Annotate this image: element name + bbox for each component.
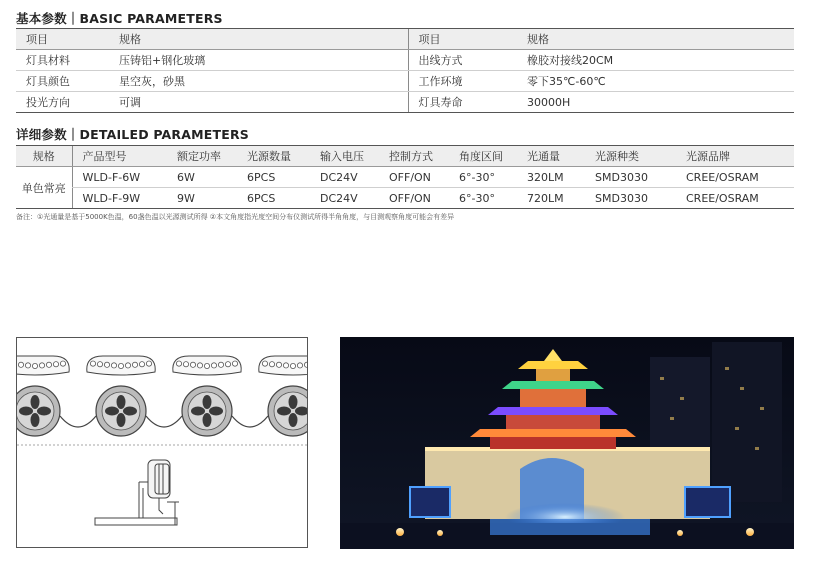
header-cell: 产品型号 (72, 146, 167, 167)
table-cell: 6W (167, 167, 237, 188)
table-header-row (16, 29, 794, 50)
footnote: 备注：①光通量是基于5000K色温，60盏色温以光源测试所得 ②本文角度指光度空间分布仪测试所得半角角度，与目测观察角度可能会有差异 (16, 213, 455, 221)
table-cell: DC24V (310, 167, 379, 188)
illuminated-tower-photo (340, 337, 794, 549)
header-cell: 规格 (109, 29, 408, 50)
header-cell: 项目 (16, 29, 109, 50)
table-cell: SMD3030 (585, 167, 676, 188)
header-cell: 光通量 (517, 146, 585, 167)
header-cell: 项目 (408, 29, 517, 50)
detailed-parameters-title: 详细参数｜DETAILED PARAMETERS (16, 127, 249, 142)
table-row (16, 188, 794, 209)
header-cell: 规格 (16, 146, 72, 167)
table-cell: 工作环境 (408, 71, 517, 92)
header-cell: 角度区间 (449, 146, 517, 167)
lamp-unit (173, 356, 268, 436)
table-cell: 可调 (109, 92, 408, 113)
header-cell: 光源品牌 (676, 146, 794, 167)
table-cell: WLD-F-9W (72, 188, 167, 209)
lamp-unit (259, 356, 308, 436)
table-cell: 星空灰，砂黑 (109, 71, 408, 92)
table-cell: 压铸铝+钢化玻璃 (109, 50, 408, 71)
basic-parameters-table (16, 28, 794, 113)
table-row (16, 167, 794, 188)
product-technical-drawing (16, 337, 308, 548)
table-cell: 6PCS (237, 167, 310, 188)
table-cell: 投光方向 (16, 92, 109, 113)
table-cell: OFF/ON (379, 167, 449, 188)
table-cell: OFF/ON (379, 188, 449, 209)
table-cell: CREE/OSRAM (676, 188, 794, 209)
header-cell: 额定功率 (167, 146, 237, 167)
lamp-unit (17, 356, 96, 436)
table-row (16, 92, 794, 113)
table-cell: 6°-30° (449, 188, 517, 209)
table-cell: 零下35℃-60℃ (517, 71, 794, 92)
header-cell: 光源种类 (585, 146, 676, 167)
lamp-front-and-side-view (17, 338, 308, 548)
lamp-unit (87, 356, 182, 436)
table-cell: 灯具寿命 (408, 92, 517, 113)
table-cell: 9W (167, 188, 237, 209)
night-building-photo (340, 337, 794, 549)
table-row (16, 71, 794, 92)
basic-parameters-title: 基本参数｜BASIC PARAMETERS (16, 11, 223, 26)
lamp-side-view (95, 460, 179, 525)
table-cell: 6°-30° (449, 167, 517, 188)
group-label: 单色常亮 (16, 167, 72, 209)
table-cell: 30000H (517, 92, 794, 113)
table-cell: 出线方式 (408, 50, 517, 71)
table-cell: 灯具材料 (16, 50, 109, 71)
table-cell: 灯具颜色 (16, 71, 109, 92)
table-cell: DC24V (310, 188, 379, 209)
header-cell: 光源数量 (237, 146, 310, 167)
detailed-parameters-table (16, 145, 794, 209)
table-header-row (16, 146, 794, 167)
table-cell: 720LM (517, 188, 585, 209)
header-cell: 规格 (517, 29, 794, 50)
lamp-front-view-row (17, 356, 308, 436)
table-cell: SMD3030 (585, 188, 676, 209)
table-cell: WLD-F-6W (72, 167, 167, 188)
header-cell: 控制方式 (379, 146, 449, 167)
table-cell: 320LM (517, 167, 585, 188)
table-cell: 橡胶对接线20CM (517, 50, 794, 71)
table-cell: CREE/OSRAM (676, 167, 794, 188)
table-cell: 6PCS (237, 188, 310, 209)
table-row (16, 50, 794, 71)
header-cell: 输入电压 (310, 146, 379, 167)
